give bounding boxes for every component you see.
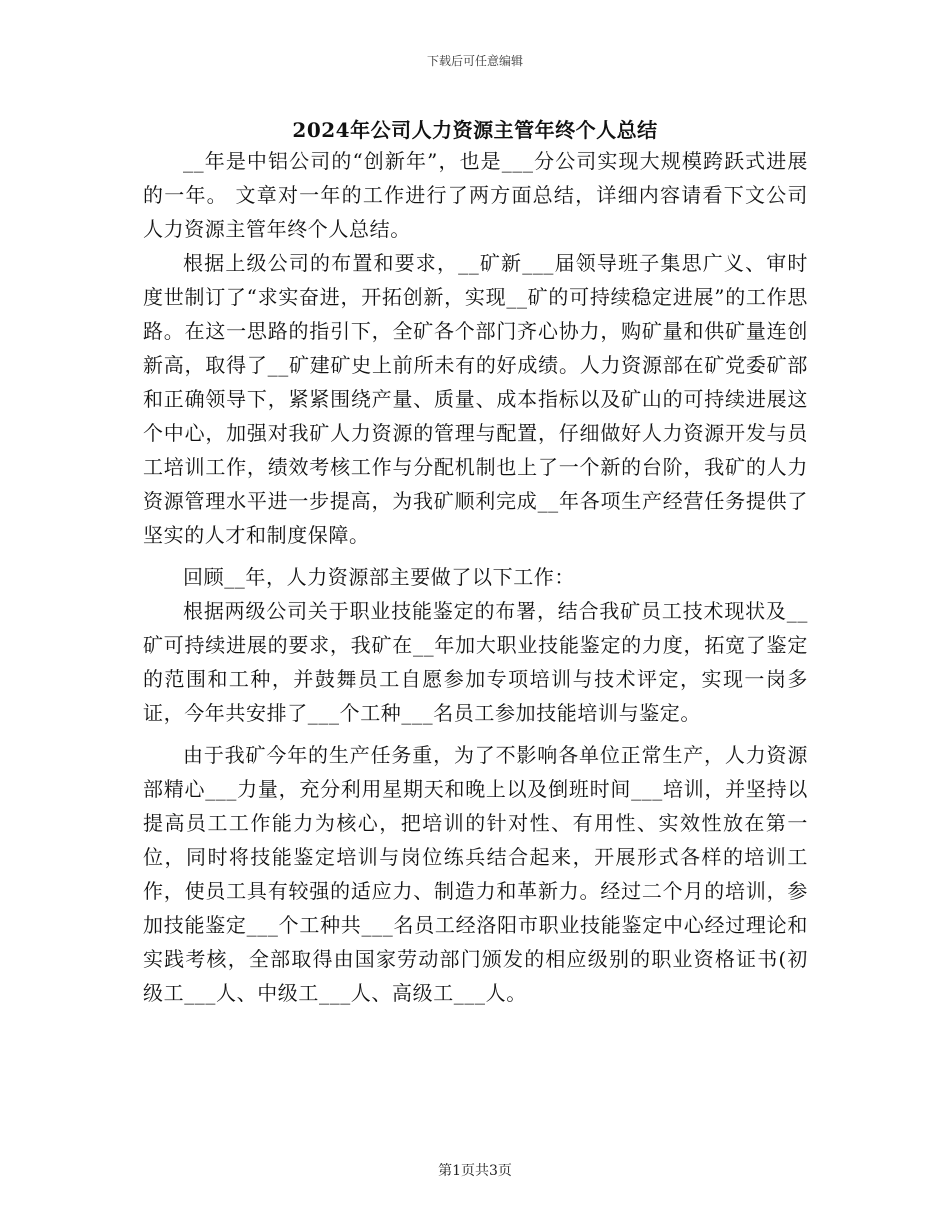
paragraph-review: 回顾__年，人力资源部主要做了以下工作：: [183, 565, 575, 589]
paragraph-skill-appraisal: 根据两级公司关于职业技能鉴定的布署，结合我矿员工技术现状及__矿可持续进展的要求，我矿在__年加大职业技能鉴定的力度，拓宽了鉴定的范围和工种，并鼓舞员工自愿参加专项培训与技术评定，实现一岗多证，今年共安排了___个工种___名员工参加技能培训与鉴定。: [143, 599, 808, 725]
paragraph-intro: __年是中铝公司的“创新年”，也是___分公司实现大规模跨跃式进展的一年。 文章对一年的工作进行了两方面总结，详细内容请看下文公司人力资源主管年终个人总结。: [143, 149, 808, 241]
paragraph-training: 由于我矿今年的生产任务重，为了不影响各单位正常生产，人力资源部精心___力量，充分利用星期天和晚上以及倒班时间___培训，并坚持以提高员工工作能力为核心，把培训的针对性、有用性、实效性放在第一位，同时将技能鉴定培训与岗位练兵结合起来，开展形式各样的培训工作，使员工具有较强的适应力、制造力和革新力。经过二个月的培训，参加技能鉴定___个工种共___名员工经洛阳市职业技能鉴定中心经过理论和实践考核，全部取得由国家劳动部门颁发的相应级别的职业资格证书(初级工___人、中级工___人、高级工___人。: [143, 743, 808, 1005]
document-body: [143, 144, 808, 1018]
paragraph-background: 根据上级公司的布置和要求，__矿新___届领导班子集思广义、审时度世制订了“求实奋进，开拓创新，实现__矿的可持续稳定进展”的工作思路。在这一思路的指引下，全矿各个部门齐心协力，购矿量和供矿量连创新高，取得了__矿建矿史上前所未有的好成绩。人力资源部在矿党委矿部和正确领导下，紧紧围绕产量、质量、成本指标以及矿山的可持续进展这个中心，加强对我矿人力资源的管理与配置，仔细做好人力资源开发与员工培训工作，绩效考核工作与分配机制也上了一个新的台阶，我矿的人力资源管理水平进一步提高，为我矿顺利完成__年各项生产经营任务提供了坚实的人才和制度保障。: [143, 251, 808, 547]
page-footer: 第1页共3页: [438, 1163, 512, 1179]
header-note: 下载后可任意编辑: [426, 54, 523, 68]
document-title: 2024年公司人力资源主管年终个人总结: [292, 118, 658, 142]
